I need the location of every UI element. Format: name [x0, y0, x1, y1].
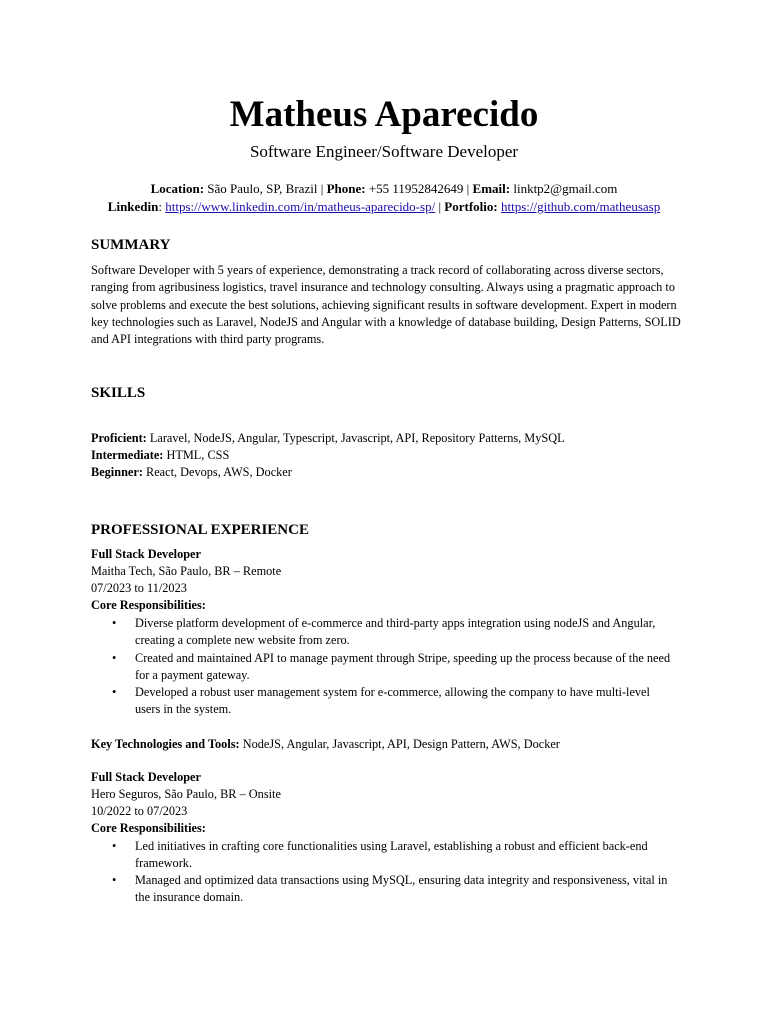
responsibilities-label-text: Core Responsibilities: — [91, 598, 206, 612]
job-title: Software Engineer/Software Developer — [249, 142, 519, 161]
intermediate-label: Intermediate: — [91, 448, 164, 462]
job-company: Hero Seguros, São Paulo, BR – Onsite — [91, 787, 281, 801]
contact-line-1 — [0, 180, 768, 198]
list-item — [112, 650, 672, 684]
summary-heading: SUMMARY — [91, 237, 171, 253]
bullet-text: Diverse platform development of e-commerce and third-party apps integration using nodeJS and Angular, creating a complete new website from zero. — [135, 616, 656, 648]
job-role — [91, 769, 201, 786]
linkedin-link[interactable]: https://www.linkedin.com/in/matheus-aparecido-sp/ — [165, 199, 436, 214]
job-role-text: Full Stack Developer — [91, 547, 201, 561]
proficient-value: Laravel, NodeJS, Angular, Typescript, Javascript, API, Repository Patterns, MySQL — [149, 431, 565, 445]
phone-value: +55 11952842649 — [368, 181, 464, 196]
bullet-marker: • — [112, 616, 117, 630]
responsibilities-label-text: Core Responsibilities: — [91, 821, 206, 835]
bullet-text: Led initiatives in crafting core functionalities using Laravel, establishing a robust and efficient back-end framework. — [135, 839, 648, 871]
job-role-text: Full Stack Developer — [91, 770, 201, 784]
bullet-marker: • — [112, 685, 117, 699]
bullet-text: Managed and optimized data transactions using MySQL, ensuring data integrity and responsiveness, vital in the insurance domain. — [135, 873, 668, 905]
list-item — [112, 684, 672, 718]
location-value: São Paulo, SP, Brazil — [207, 181, 318, 196]
email-value: linktp2@gmail.com — [513, 181, 618, 196]
proficient-label: Proficient: — [91, 431, 147, 445]
job-responsibilities-label — [91, 820, 206, 837]
list-item — [112, 615, 672, 649]
location-label: Location: — [150, 181, 205, 196]
email-label: Email: — [472, 181, 511, 196]
beginner-label: Beginner: — [91, 465, 143, 479]
phone-label: Phone: — [326, 181, 366, 196]
job-dates: 07/2023 to 11/2023 — [91, 581, 187, 595]
job-responsibilities-label — [91, 597, 206, 614]
linkedin-colon: : — [158, 199, 162, 214]
key-technologies-value: NodeJS, Angular, Javascript, API, Design Pattern, AWS, Docker — [242, 737, 560, 751]
linkedin-label: Linkedin — [107, 199, 159, 214]
key-technologies-label: Key Technologies and Tools: — [91, 737, 240, 751]
bullet-text: Created and maintained API to manage payment through Stripe, speeding up the process because of the need for a payment gateway. — [135, 651, 671, 683]
skills-heading: SKILLS — [91, 385, 146, 401]
job-dates: 10/2022 to 07/2023 — [91, 804, 188, 818]
contact-line-2 — [0, 198, 768, 216]
skills-beginner — [91, 464, 292, 481]
job-company: Maitha Tech, São Paulo, BR – Remote — [91, 564, 282, 578]
skills-intermediate — [91, 447, 229, 464]
skills-proficient — [91, 430, 565, 447]
summary-text: Software Developer with 5 years of experience, demonstrating a track record of collaborating across diverse sectors, ranging from agribusiness logistics, travel insurance and technology consulting. Always using a pragmatic approach to solve problems and execute the best solutions, achieving significant results in software development. Expert in modern key technologies such as Laravel, NodeJS and Angular with a knowledge of database building, Design Patterns, SOLID and API integrations with third party programs. — [91, 263, 681, 347]
separator: | — [438, 199, 442, 214]
bullet-text: Developed a robust user management system for e-commerce, allowing the company to have multi-level users in the system. — [135, 685, 650, 717]
portfolio-link[interactable]: https://github.com/matheusasp — [500, 199, 661, 214]
separator: | — [320, 181, 324, 196]
experience-heading: PROFESSIONAL EXPERIENCE — [91, 522, 309, 538]
bullet-marker: • — [112, 839, 117, 853]
candidate-name: Matheus Aparecido — [229, 94, 539, 135]
job-key-technologies — [91, 736, 560, 753]
job-role — [91, 546, 201, 563]
beginner-value: React, Devops, AWS, Docker — [146, 465, 292, 479]
bullet-marker: • — [112, 873, 117, 887]
separator: | — [466, 181, 470, 196]
bullet-marker: • — [112, 651, 117, 665]
list-item — [112, 838, 672, 872]
portfolio-label: Portfolio: — [444, 199, 498, 214]
intermediate-value: HTML, CSS — [166, 448, 230, 462]
list-item — [112, 872, 672, 906]
